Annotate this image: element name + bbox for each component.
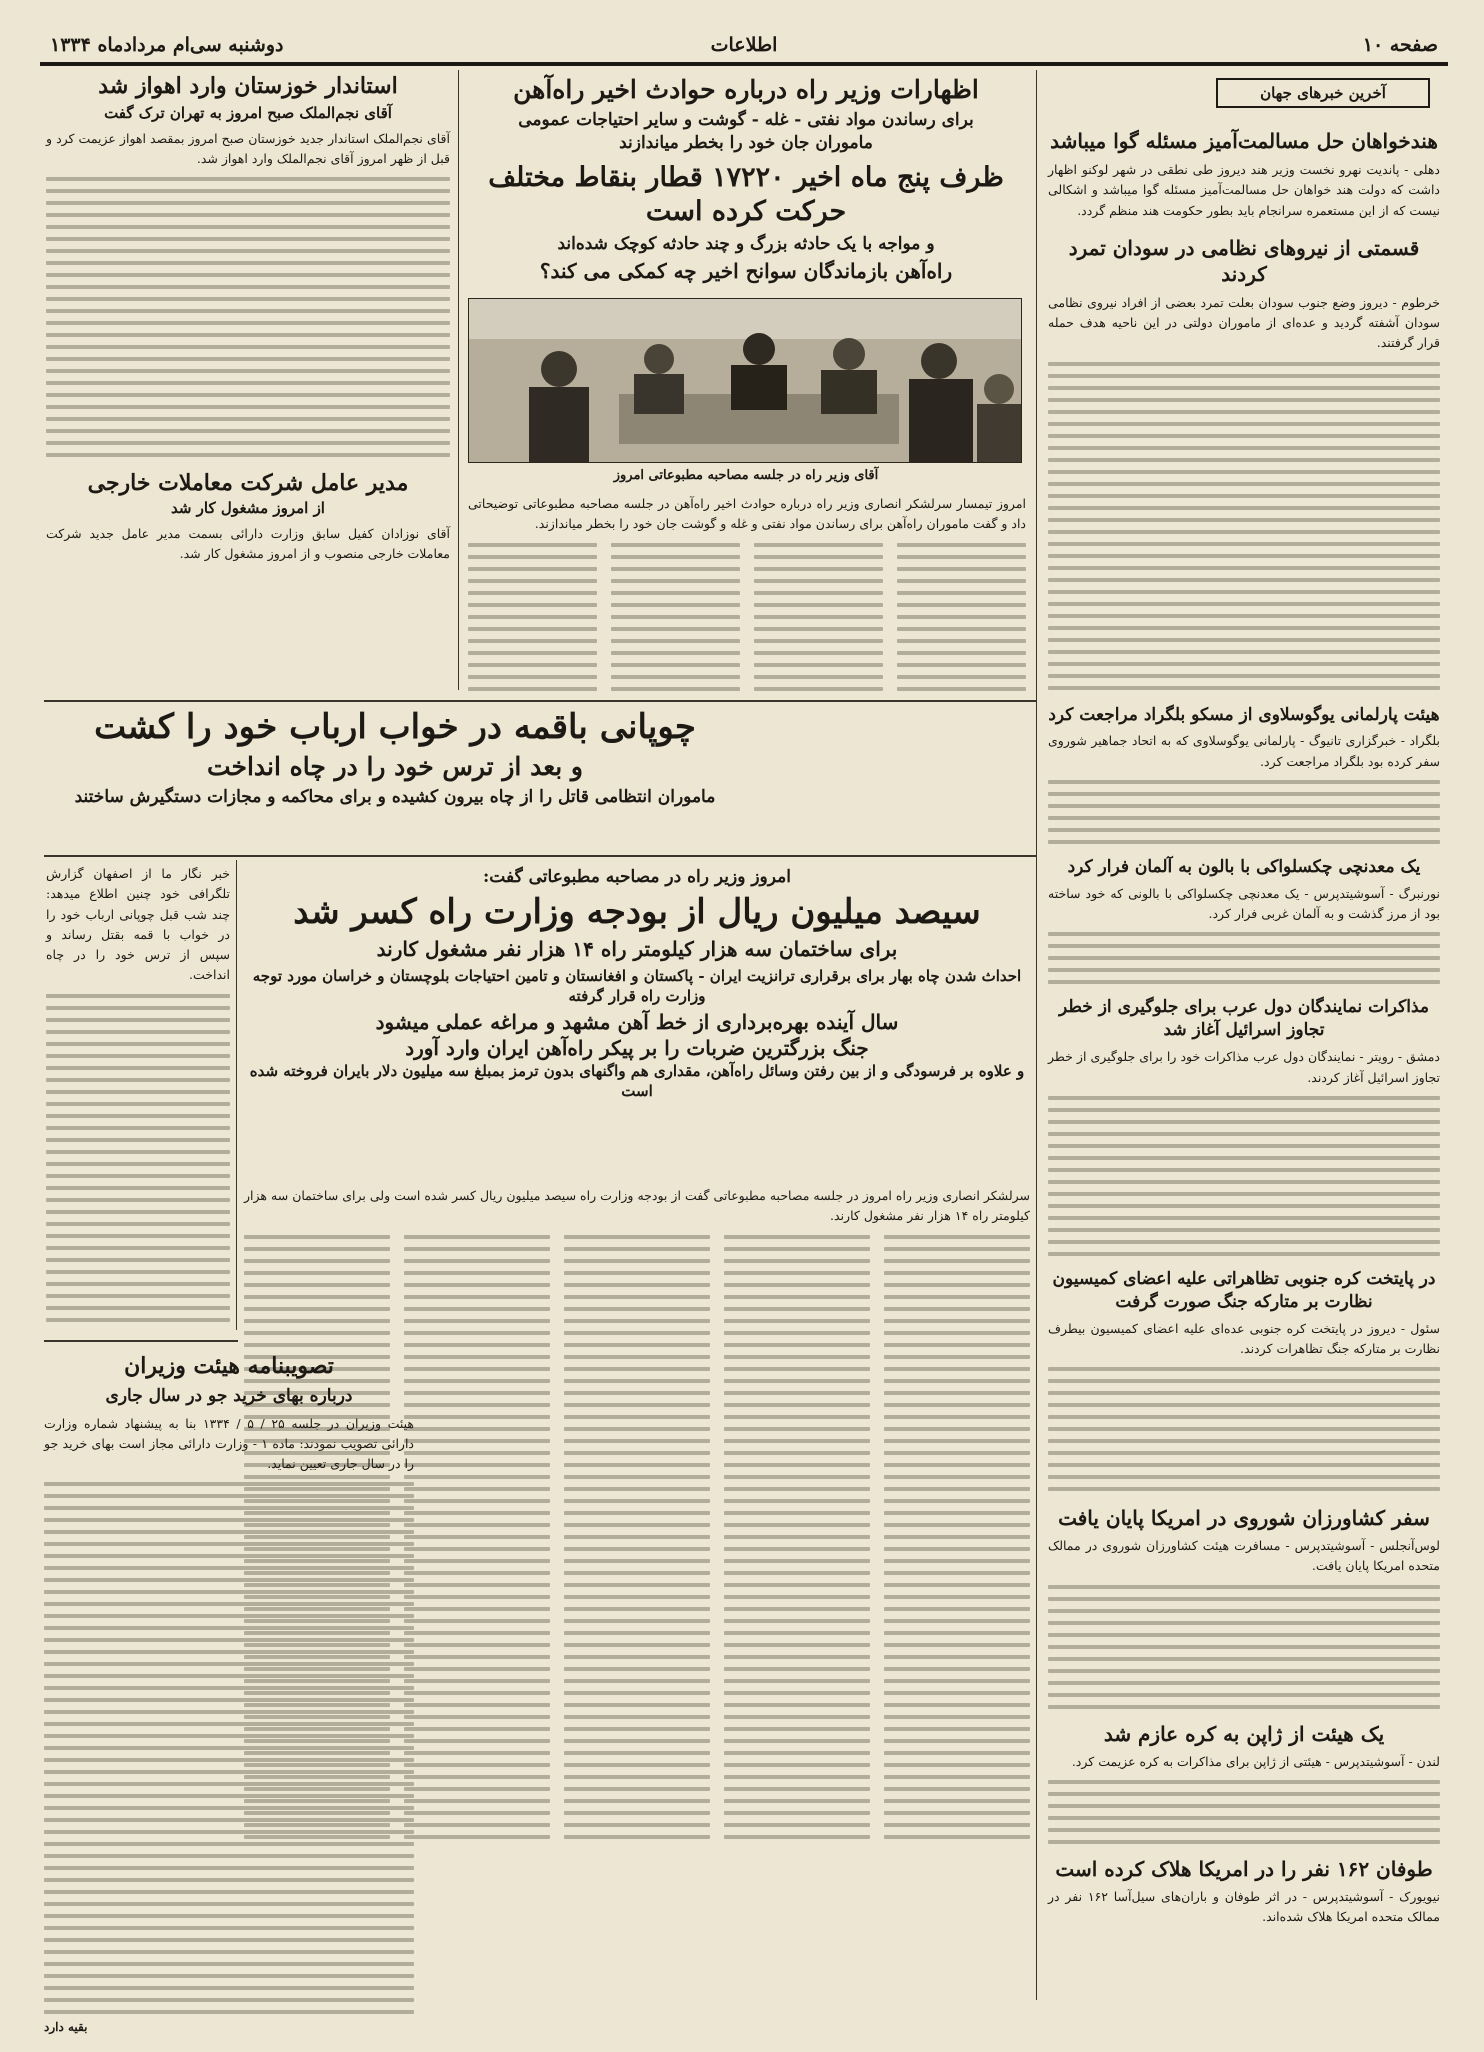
story-body-continuation: [1048, 362, 1440, 690]
story-headline: یک معدنچی چکسلواکی با بالون به آلمان فرار کرد: [1067, 856, 1421, 877]
photo-illustration: [469, 299, 1021, 462]
story-headline: سیصد میلیون ریال از بودجه وزارت راه کسر شد: [293, 891, 981, 932]
story-body: نیویورک - آسوشیتدپرس - در اثر طوفان و باران‌های سیل‌آسا ۱۶۲ نفر در ممالک متحده امریکا هلاک شده‌اند.: [1048, 1888, 1441, 1925]
story-body: هیئت وزیران در جلسه ۲۵ / ۵ / ۱۳۳۴ بنا به پیشنهاد شماره وزارت دارائی تصویب نمودند: ماده ۱ - وزارت دارائی مجاز است بهای خرید جو را در سال جاری تعیین نماید.: [44, 1415, 414, 1472]
story-body: نورنبرگ - آسوشیتدپرس - یک معدنچی چکسلواکی با بالونی که خود ساخته بود از مرز گذشت و به آلمان غربی فرار کرد.: [1048, 885, 1440, 922]
story-body-continuation: [46, 177, 450, 457]
story-body-continuation: [44, 1482, 414, 2014]
story-kicker: امروز وزیر راه در مصاحبه مطبوعاتی گفت:: [483, 867, 791, 887]
story-headline: قسمتی از نیروهای نظامی در سودان تمرد کردند: [1068, 235, 1420, 286]
story-subheadline: و بعد از ترس خود را در چاه انداخت: [206, 752, 583, 782]
story-headline: مذاکرات نمایندگان دول عرب برای جلوگیری از خطر تجاوز اسرائیل آغاز شد: [1058, 997, 1430, 1041]
story-body-continuation: [46, 994, 230, 1322]
story-headline: سفر کشاورزان شوروی در امریکا پایان یافت: [1058, 1506, 1430, 1531]
story-body: آقای نجم‌الملک استاندار جدید خوزستان صبح امروز بمقصد اهواز عزیمت کرد و قبل از ظهر امروز آقای نجم‌الملک وارد اهواز شد.: [46, 130, 450, 167]
page-number: صفحه ۱۰: [1362, 34, 1438, 56]
story-subheadline: ماموران جان خود را بخطر میاندازند: [619, 133, 873, 154]
story-body: خرطوم - دیروز وضع جنوب سودان بعلت تمرد بعضی از افراد نیروی نظامی سودان آشفته گردید و عده‌ای از ماموران دولتی در این ناحیه هدف حمله قرار گرفتند.: [1048, 294, 1440, 351]
story-subheadline: برای ساختمان سه هزار کیلومتر راه ۱۴ هزار نفر مشغول کارند: [376, 937, 898, 962]
left-top-stories: [46, 72, 450, 565]
budget-story-header: [244, 866, 1030, 1101]
section-divider: [44, 700, 1036, 702]
continued-label: بقیه دارد: [44, 2020, 88, 2035]
section-tag-world-news: آخرین خبرهای جهان: [1216, 78, 1430, 108]
story-subheadline: راه‌آهن بازماندگان سوانح اخیر چه کمکی می کند؟: [539, 258, 953, 283]
story-headline: هیئت پارلمانی یوگوسلاوی از مسکو بلگراد مراجعت کرد: [1048, 704, 1440, 725]
story-headline: ظرف پنج ماه اخیر ۱۷۲۲۰ قطار بنقاط مختلف حرکت کرده است: [488, 162, 1004, 227]
story-headline: تصویبنامه هیئت وزیران: [124, 1353, 334, 1379]
story-headline: چوپانی باقمه در خواب ارباب خود را کشت: [94, 707, 696, 747]
story-body: سئول - دیروز در پایتخت کره جنوبی عده‌ای علیه اعضای کمیسیون بیطرف نظارت بر متارکه جنگ تظاهرات کردند.: [1048, 1320, 1440, 1356]
story-subheadline: درباره بهای خرید جو در سال جاری: [105, 1385, 353, 1406]
shepherd-story-body: [46, 864, 230, 1322]
text-column: [564, 1235, 710, 1839]
shepherd-story-header: [50, 708, 740, 809]
story-subheadline: آقای نجم‌الملک صبح امروز به تهران ترک گفت: [104, 103, 392, 122]
story-body: امروز تیمسار سرلشکر انصاری وزیر راه درباره حوادث اخیر راه‌آهن در جلسه مصاحبه مطبوعاتی توضیحاتی داد و گفت ماموران راه‌آهن برای رساندن مواد نفتی و غله و گوشت جان خود را بخطر میاندازند.: [468, 496, 1026, 532]
story-body: سرلشکر انصاری وزیر راه امروز در جلسه مصاحبه مطبوعاتی گفت از بودجه وزارت راه سیصد میلیون ریال کسر شده است ولی برای ساختمان سه هزار کیلومتر راه ۱۴ هزار نفر مشغول کارند.: [244, 1188, 1030, 1224]
story-subheadline: از امروز مشغول کار شد: [171, 498, 325, 517]
text-column: [897, 543, 1026, 691]
railway-story-body: [468, 494, 1026, 691]
story-headline: در پایتخت کره جنوبی تظاهراتی علیه اعضای کمیسیون نظارت بر متارکه جنگ صورت گرفت: [1052, 1268, 1436, 1312]
story-headline: یک هیئت از ژاپن به کره عازم شد: [1103, 1721, 1385, 1746]
paper-name: اطلاعات: [710, 34, 778, 56]
story-body: دمشق - رویتر - نمایندگان دول عرب مذاکرات خود را برای جلوگیری از خطر تجاوز اسرائیل آغاز کردند.: [1048, 1049, 1440, 1085]
text-column: [754, 543, 883, 691]
story-body-continuation: [1048, 1780, 1440, 1844]
story-headline: مدیر عامل شرکت معاملات خارجی: [87, 470, 409, 497]
story-body-continuation: [1048, 1096, 1440, 1256]
column-divider: [1036, 70, 1037, 2000]
story-headline: استاندار خوزستان وارد اهواز شد: [98, 73, 398, 99]
story-body-continuation: [1048, 780, 1440, 844]
story-headline: هندخواهان حل مسالمت‌آمیز مسئله گوا میباشد: [1050, 129, 1438, 153]
story-kicker: اظهارات وزیر راه درباره حوادث اخیر راه‌آهن: [513, 75, 979, 104]
text-column: [724, 1235, 870, 1839]
story-subheadline: و مواجه با یک حادثه بزرگ و چند حادثه کوچک شده‌اند: [557, 233, 935, 254]
story-headline: طوفان ۱۶۲ نفر را در امریکا هلاک کرده است: [1055, 1856, 1433, 1881]
railway-story-header: [466, 74, 1026, 284]
text-column: [884, 1235, 1030, 1839]
masthead: [40, 30, 1448, 66]
story-subheadline: سال آینده بهره‌برداری از خط آهن مشهد و مراغه عملی میشود: [375, 1009, 899, 1034]
column-divider: [458, 70, 459, 690]
story-body-continuation: [1048, 1367, 1440, 1491]
section-divider: [44, 1340, 238, 1342]
masthead-rule: [40, 62, 1448, 66]
story-body-columns: [468, 543, 1026, 691]
text-column: [404, 1235, 550, 1839]
cabinet-decree: [44, 1352, 414, 2034]
story-body: خبر نگار ما از اصفهان گزارش تلگرافی خود چنین اطلاع میدهد: چند شب قبل چوپانی ارباب خود را در خواب با قمه بقتل رساند و سپس از ترس خود را در چاه انداخت.: [46, 866, 230, 983]
story-body: بلگراد - خبرگزاری تانیوگ - پارلمانی یوگوسلاوی که به اتحاد جماهیر شوروی سفر کرده بود بلگراد مراجعت کرد.: [1048, 733, 1440, 769]
world-news-column: [1048, 128, 1440, 1927]
issue-date: دوشنبه سی‌ام مردادماه ۱۳۳۴: [50, 34, 284, 56]
text-column: [611, 543, 740, 691]
story-subheadline: جنگ بزرگترین ضربات را بر پیکر راه‌آهن ایران وارد آورد: [405, 1035, 869, 1060]
story-subheadline: ماموران انتظامی قاتل را از چاه بیرون کشیده و برای محاکمه و مجازات دستگیرش ساختند: [74, 787, 716, 808]
story-body: لندن - آسوشیتدپرس - هیئتی از ژاپن برای مذاکرات به کره عزیمت کرد.: [1071, 1753, 1440, 1769]
story-body-continuation: [1048, 932, 1440, 984]
story-body: لوس‌آنجلس - آسوشیتدپرس - مسافرت هیئت کشاورزان شوروی در ممالک متحده امریکا پایان یافت.: [1048, 1538, 1440, 1574]
section-divider: [44, 855, 1036, 857]
photo-caption: آقای وزیر راه در جلسه مصاحبه مطبوعاتی امروز: [613, 468, 879, 483]
story-body-continuation: [1048, 1585, 1440, 1709]
story-body: دهلی - پاندیت نهرو نخست وزیر هند دیروز طی نطقی در شهر لوکنو اظهار داشت که دولت هند خواهان حل مسالمت‌آمیز مسئله گوا میباشد و اشکالی نیست که از این مستعمره سرانجام باید بطور حکومت هند منظم گردد.: [1048, 162, 1440, 218]
story-body: آقای نوزادان کفیل سابق وزارت دارائی بسمت مدیر عامل جدید شرکت معاملات خارجی منصوب و از امروز مشغول کار شد.: [46, 526, 450, 562]
story-subheadline: احداث شدن چاه بهار برای برقراری ترانزیت ایران - پاکستان و افغانستان و تامین احتیاجات بلوچستان و خراسان مورد توجه وزارت راه قرار گرفته: [252, 967, 1022, 1006]
press-conference-photo: [468, 298, 1022, 463]
text-column: [468, 543, 597, 691]
story-subheadline: برای رساندن مواد نفتی - غله - گوشت و سایر احتیاجات عمومی: [518, 110, 974, 131]
column-divider: [236, 860, 237, 1330]
story-subheadline: و علاوه بر فرسودگی و از بین رفتن وسائل راه‌آهن، مقداری هم واگنهای بدون ترمز بمبلغ سه میلیون دلار بایران فروخته شده است: [249, 1061, 1025, 1100]
